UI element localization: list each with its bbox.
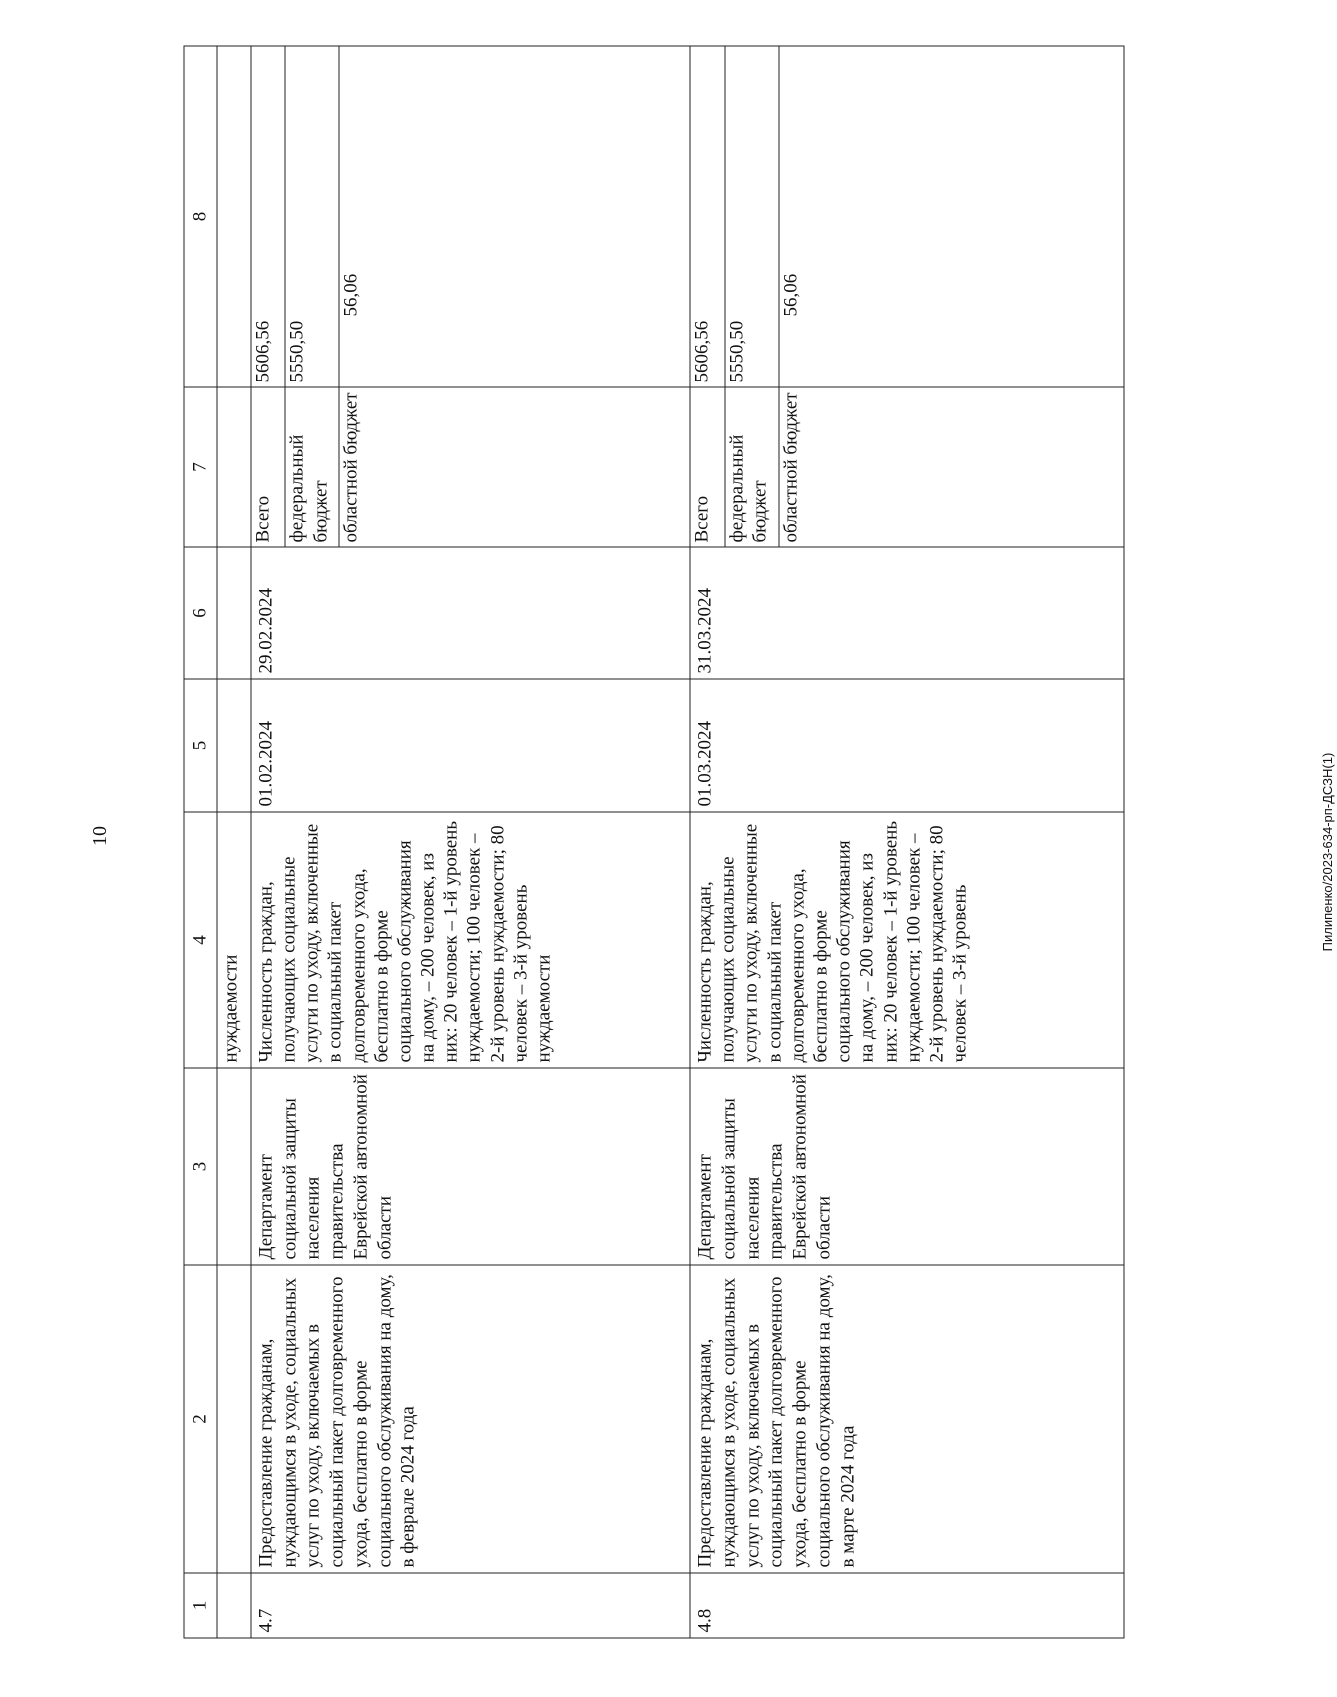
row-number: 4.8 xyxy=(690,1573,1124,1638)
col-header: 2 xyxy=(184,1265,217,1573)
measures-table xyxy=(183,45,1124,1638)
funding-amount: 5606,56 xyxy=(250,46,285,387)
row-number: 4.7 xyxy=(250,1573,689,1638)
executor-cell: Департамент социальной защиты населения правительства Еврейской автономной области xyxy=(250,1068,689,1265)
event-cell: Предоставление гражданам, нуждающимся в уходе, социальных услуг по уходу, включаемых в социальный пакет долговременного ухода, бесплатно в форме социального обслуживания на дому, в феврале 2024 года xyxy=(250,1265,689,1573)
col-header: 7 xyxy=(184,387,217,547)
event-cell: Предоставление гражданам, нуждающимся в уходе, социальных услуг по уходу, включаемых в социальный пакет долговременного ухода, бесплатно в форме социального обслуживания на дому, в марте 2024 года xyxy=(690,1265,1124,1573)
col-header: 1 xyxy=(184,1573,217,1638)
start-date: 01.02.2024 xyxy=(250,679,689,812)
col-header: 6 xyxy=(184,547,217,679)
continuation-row xyxy=(217,46,250,1638)
col-header: 5 xyxy=(184,679,217,812)
continuation-text: нуждаемости xyxy=(217,812,250,1068)
col-header: 3 xyxy=(184,1068,217,1265)
funding-amount: 56,06 xyxy=(339,46,690,387)
col-header: 8 xyxy=(184,46,217,387)
funding-source: областной бюджет xyxy=(778,387,1123,547)
table-row xyxy=(250,46,285,1638)
indicator-cell: Численность граждан, получающих социальные услуги по уходу, включенные в социальный пакет долговременного ухода, бесплатно в форме социального обслуживания на дому, – 200 человек, из них: 20 человек – 1-й уровень нуждаемости; 100 человек – 2-й уровень нуждаемости; 80 человек – 3-й уровень xyxy=(690,812,1124,1068)
document-footer: Пилипенко/2023-634-рп-ДСЗН(1) xyxy=(1320,752,1335,952)
funding-source: федеральный бюджет xyxy=(285,387,339,547)
funding-source: Всего xyxy=(690,387,725,547)
funding-amount: 56,06 xyxy=(778,46,1123,387)
executor-cell: Департамент социальной защиты населения правительства Еврейской автономной области xyxy=(690,1068,1124,1265)
page-number: 10 xyxy=(89,826,111,846)
funding-source: Всего xyxy=(250,387,285,547)
rotated-table-frame xyxy=(183,46,1124,1638)
funding-source: федеральный бюджет xyxy=(724,387,778,547)
end-date: 31.03.2024 xyxy=(690,547,1124,679)
start-date: 01.03.2024 xyxy=(690,679,1124,812)
end-date: 29.02.2024 xyxy=(250,547,689,679)
funding-source: областной бюджет xyxy=(339,387,690,547)
funding-amount: 5606,56 xyxy=(690,46,725,387)
column-number-row xyxy=(184,46,217,1638)
funding-amount: 5550,50 xyxy=(285,46,339,387)
col-header: 4 xyxy=(184,812,217,1068)
indicator-cell: Численность граждан, получающих социальные услуги по уходу, включенные в социальный пакет долговременного ухода, бесплатно в форме социального обслуживания на дому, – 200 человек, из них: 20 человек – 1-й уровень нуждаемости; 100 человек – 2-й уровень нуждаемости; 80 человек – 3-й уровень нуждаемости xyxy=(250,812,689,1068)
funding-amount: 5550,50 xyxy=(724,46,778,387)
table-row xyxy=(690,46,725,1638)
